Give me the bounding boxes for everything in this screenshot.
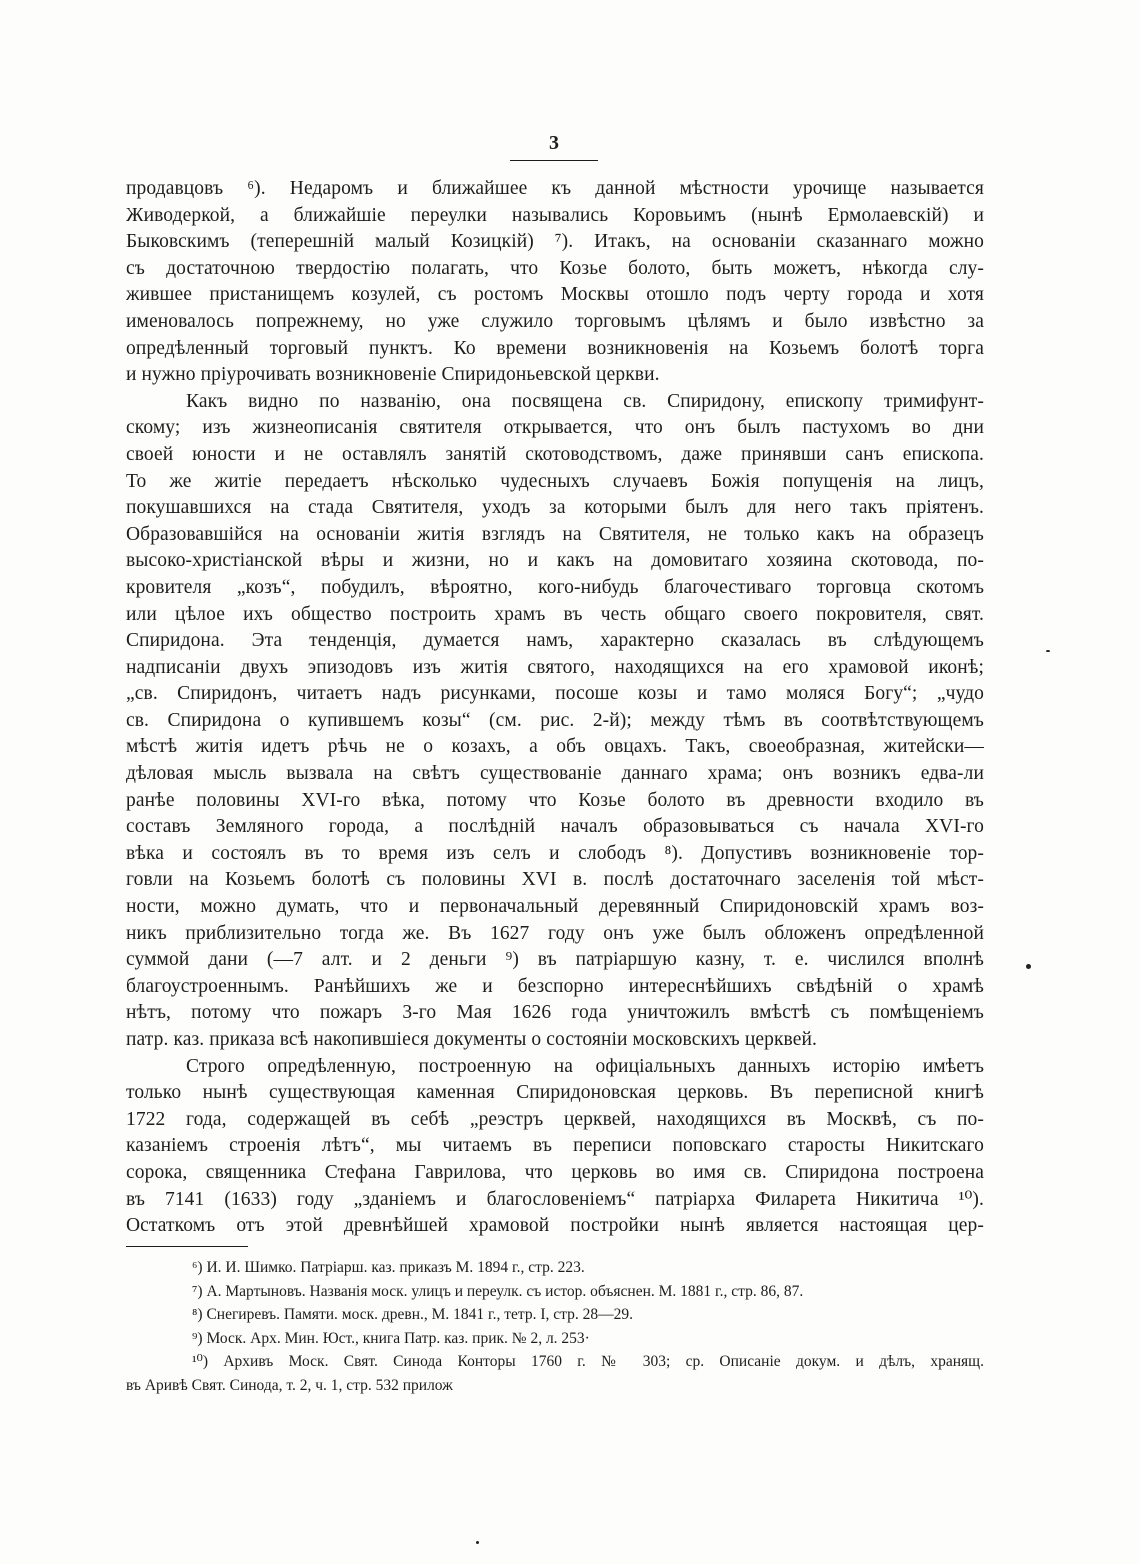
- text-line: и нужно пріурочивать возникновеніе Спиридоньевской церкви.: [126, 364, 660, 386]
- text-line: Живодеркой, а ближайшіе переулки назывались Коровьимъ (нынѣ Ермолаевскій) и: [126, 204, 984, 226]
- scan-speck: [476, 1541, 479, 1544]
- text-line: Строго опредѣленную, построенную на офиціальныхъ данныхъ исторію имѣетъ: [186, 1055, 984, 1077]
- text-line: въ 7141 (1633) году „зданіемъ и благословеніемъ“ патріарха Филарета Никитича ¹⁰).: [126, 1188, 984, 1210]
- text-line: ранѣе половины XVI-го вѣка, потому что Козье болото въ древности входило въ: [126, 789, 984, 811]
- text-line: суммой дани (—7 алт. и 2 деньги ⁹) въ патріаршую казну, т. е. числился вполнѣ: [126, 949, 984, 971]
- text-line: или цѣлое ихъ общество построить храмъ въ честь общаго своего покровителя, свят.: [126, 603, 984, 625]
- text-line: никъ приблизительно тогда же. Въ 1627 году онъ уже былъ обложенъ опредѣленной: [126, 922, 984, 944]
- text-line: дѣловая мысль вызвала на свѣтъ существованіе даннаго храма; онъ возникъ едва-ли: [126, 763, 984, 785]
- text-line: опредѣленный торговый пунктъ. Ко времени возникновенія на Козьемъ болотѣ торга: [126, 337, 984, 359]
- text-line: казаніемъ строенія лѣтъ“, мы читаемъ въ переписи поповскаго старосты Никитскаго: [126, 1135, 984, 1157]
- text-line: кровителя „козъ“, побудилъ, вѣроятно, кого-нибудь благочестиваго торговца скотомъ: [126, 576, 984, 598]
- footnote: въ Аривѣ Свят. Синода, т. 2, ч. 1, стр. 532 прилож: [126, 1376, 453, 1394]
- text-line: Спиридона. Эта тенденція, думается намъ, характерно сказалась въ слѣдующемъ: [126, 630, 984, 652]
- page-number-rule: [510, 160, 598, 161]
- footnote: ⁹) Моск. Арх. Мин. Юст., книга Патр. каз. прик. № 2, л. 253·: [192, 1329, 590, 1347]
- text-line: своей юности и не оставлялъ занятій скотоводствомъ, даже принявши санъ епископа.: [126, 443, 984, 465]
- footnote-separator: [126, 1246, 248, 1247]
- text-line: „св. Спиридонъ, читаетъ надъ рисунками, посоше козы и тамо моляся Богу“; „чудо: [126, 683, 984, 705]
- text-line: продавцовъ ⁶). Недаромъ и ближайшее къ данной мѣстности урочище называется: [126, 178, 984, 199]
- text-line: вѣка и состоялъ въ то время изъ селъ и слободъ ⁸). Допустивъ возникновеніе тор-: [126, 842, 984, 864]
- body-text: [126, 176, 984, 1240]
- footnote: ⁸) Снегиревъ. Памяти. моск. древн., М. 1841 г., тетр. I, стр. 28—29.: [192, 1306, 634, 1323]
- text-line: Быковскимъ (теперешній малый Козицкій) ⁷). Итакъ, на основаніи сказаннаго можно: [126, 231, 984, 253]
- text-line: Образовавшійся на основаніи житія взглядъ на Святителя, не только какъ на образецъ: [126, 523, 984, 545]
- text-line: мѣстѣ житія идетъ рѣчь не о козахъ, а объ овцахъ. Такъ, своеобразная, житейски—: [126, 736, 984, 758]
- text-line: съ достаточною твердостію полагать, что Козье болото, быть можетъ, нѣкогда слу-: [126, 257, 984, 279]
- footnote: ⁷) А. Мартыновъ. Названія моск. улицъ и переулк. съ истор. объяснен. М. 1881 г., стр. 86, 87.: [192, 1282, 804, 1300]
- text-line: Остаткомъ отъ этой древнѣйшей храмовой постройки нынѣ является настоящая цер-: [126, 1215, 984, 1237]
- text-line: говли на Козьемъ болотѣ съ половины XVI в. послѣ достаточнаго заселенія той мѣст-: [126, 869, 984, 891]
- scan-speck: [1026, 964, 1031, 969]
- text-line: патр. каз. приказа всѣ накопившіеся документы о состояніи московскихъ церквей.: [126, 1029, 818, 1050]
- text-line: нѣтъ, потому что пожаръ 3-го Мая 1626 года уничтожилъ вмѣстѣ съ помѣщеніемъ: [126, 1002, 984, 1024]
- text-line: скому; изъ жизнеописанія святителя открывается, что онъ былъ пастухомъ во дни: [126, 417, 984, 439]
- footnotes: [126, 1256, 984, 1397]
- text-line: составъ Земляного города, а послѣдній началъ образовываться съ начала XVI-го: [126, 816, 984, 838]
- text-line: высоко-христіанской вѣры и жизни, но и какъ на домовитаго хозяина скотовода, по-: [126, 550, 984, 572]
- text-line: То же житіе передаетъ нѣсколько чудесныхъ случаевъ Божія попущенія на лицъ,: [126, 470, 984, 492]
- text-line: надписаніи двухъ эпизодовъ изъ житія святого, находящихся на его храмовой иконѣ;: [126, 656, 984, 678]
- page-number: 3: [549, 132, 559, 154]
- text-line: благоустроеннымъ. Ранѣйшихъ же и безспорно интереснѣйшихъ свѣдѣній о храмѣ: [126, 975, 984, 997]
- text-line: жившее пристанищемъ козулей, съ ростомъ Москвы отошло подъ черту города и хотя: [126, 284, 984, 306]
- text-line: только нынѣ существующая каменная Спиридоновская церковь. Въ переписной книгѣ: [126, 1082, 984, 1104]
- footnote: ¹⁰) Архивъ Моск. Свят. Синода Конторы 1760 г. № 303; ср. Описаніе докум. и дѣлъ, хранящ.: [192, 1353, 984, 1370]
- text-line: Какъ видно по названію, она посвящена св. Спиридону, епископу тримифунт-: [186, 390, 984, 412]
- text-line: св. Спиридона о купившемъ козы“ (см. рис. 2-й); между тѣмъ въ соотвѣтствующемъ: [126, 709, 984, 731]
- scan-speck: [1046, 650, 1050, 652]
- text-line: 1722 года, содержащей въ себѣ „реэстръ церквей, находящихся въ Москвѣ, съ по-: [126, 1108, 984, 1130]
- text-line: именовалось попрежнему, но уже служило торговымъ цѣлямъ и было извѣстно за: [126, 310, 984, 332]
- text-line: сорока, священника Стефана Гаврилова, что церковь во имя св. Спиридона построена: [126, 1161, 984, 1183]
- text-line: ности, можно думать, что и первоначальный деревянный Спиридоновскій храмъ воз-: [126, 896, 984, 918]
- footnote: ⁶) И. И. Шимко. Патріарш. каз. приказъ М. 1894 г., стр. 223.: [192, 1259, 585, 1276]
- text-line: покушавшихся на стада Святителя, уходъ за которыми былъ для него такъ пріятенъ.: [126, 497, 984, 519]
